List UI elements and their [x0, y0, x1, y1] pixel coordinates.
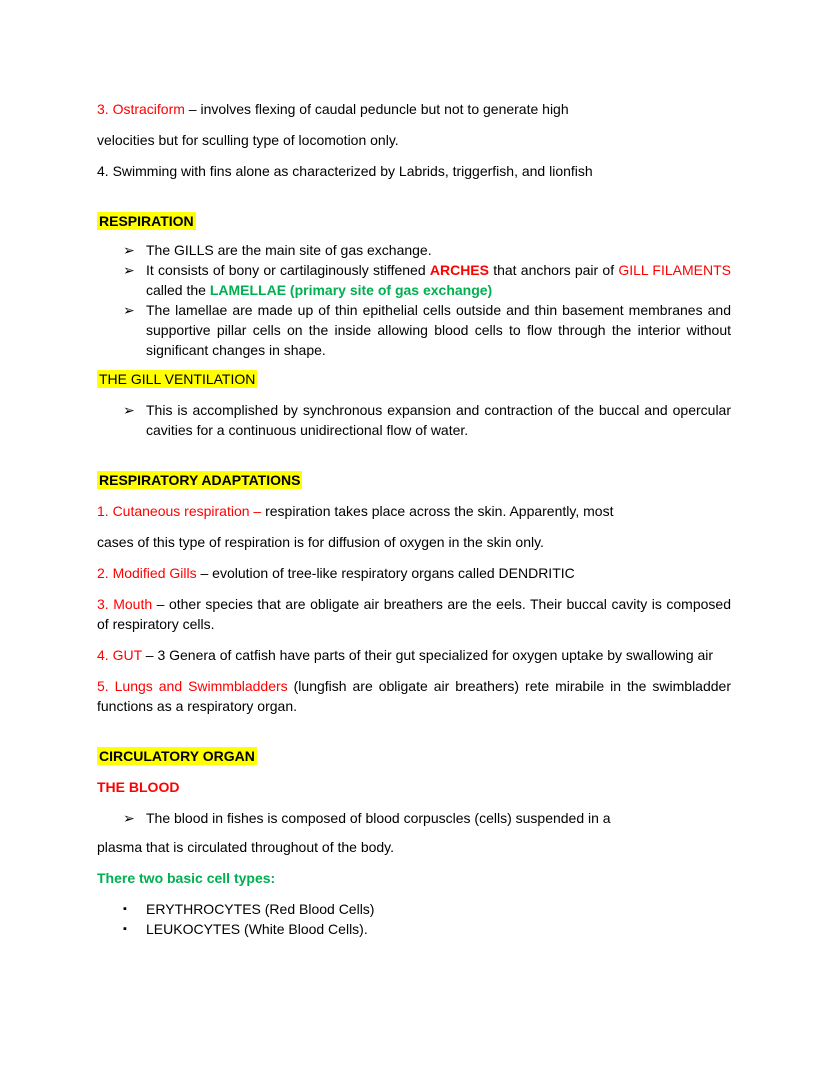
- bullet-item-arches: [97, 260, 731, 300]
- bullet-item-ventilation: [97, 400, 731, 440]
- bullet-item-erythrocytes: [97, 899, 731, 919]
- paragraph-text: – evolution of tree-like respiratory organs called DENDRITIC: [200, 565, 575, 581]
- paragraph-text: (lungfish are obligate air breathers) rete mirabile in the swimbladder functions as a respiratory organ.: [97, 678, 731, 714]
- arrow-bullet-icon: ➢: [123, 810, 135, 826]
- cell-types-bullet-list: [97, 899, 731, 939]
- bullet-item-blood-composition: [97, 808, 731, 828]
- paragraph-text: velocities but for sculling type of locomotion only.: [97, 132, 399, 148]
- text-segment: that anchors pair of: [488, 262, 619, 278]
- paragraph-text: 4. Swimming with fins alone as characterized by Labrids, triggerfish, and lionfish: [97, 163, 593, 179]
- square-bullet-icon: ▪: [123, 923, 127, 935]
- heading-gill-ventilation: [97, 369, 731, 389]
- paragraph-text: – involves flexing of caudal peduncle but not to generate high: [188, 101, 569, 117]
- paragraph-mouth: [97, 594, 731, 634]
- bullet-text: LEUKOCYTES (White Blood Cells).: [146, 921, 368, 937]
- paragraph-ostraciform: [97, 99, 731, 119]
- bullet-text: The lamellae are made up of thin epithelial cells outside and thin basement membranes and supportive pillar cells on the inside allowing blood cells to flow through the interior without significant changes in shape.: [146, 302, 731, 358]
- arrow-bullet-icon: ➢: [123, 302, 135, 318]
- term-modified-gills: 2. Modified Gills: [97, 565, 201, 581]
- term-arches: ARCHES: [429, 262, 489, 278]
- heading-cell-types: [97, 868, 731, 888]
- term-gut: 4. GUT: [97, 647, 146, 663]
- paragraph-swimming-with-fins: [97, 161, 731, 181]
- paragraph-modified-gills: [97, 563, 731, 583]
- bullet-item-lamellae-structure: [97, 300, 731, 360]
- bullet-text: The blood in fishes is composed of blood corpuscles (cells) suspended in a: [146, 810, 611, 826]
- paragraph-text: respiration takes place across the skin. Apparently, most: [265, 503, 614, 519]
- term-ostraciform: 3. Ostraciform: [97, 101, 189, 117]
- heading-text: There two basic cell types:: [97, 870, 276, 886]
- text-segment: It consists of bony or cartilaginously stiffened: [146, 262, 430, 278]
- term-cutaneous-respiration: 1. Cutaneous respiration –: [97, 503, 266, 519]
- paragraph-gut: [97, 645, 731, 665]
- term-gill-filaments: GILL FILAMENTS: [618, 262, 731, 278]
- bullet-text: ERYTHROCYTES (Red Blood Cells): [146, 901, 375, 917]
- paragraph-text: – other species that are obligate air breathers are the eels. Their buccal cavity is composed of respiratory cells.: [97, 596, 731, 632]
- gill-ventilation-bullet-list: [97, 400, 731, 440]
- term-mouth: 3. Mouth: [97, 596, 157, 612]
- bullet-text: This is accomplished by synchronous expansion and contraction of the buccal and opercular cavities for a continuous unidirectional flow of water.: [146, 402, 731, 438]
- arrow-bullet-icon: ➢: [123, 242, 135, 258]
- respiration-bullet-list: [97, 240, 731, 360]
- paragraph-lungs-swimmbladders: [97, 676, 731, 716]
- term-lungs-swimmbladders: 5. Lungs and Swimmbladders: [97, 678, 294, 694]
- paragraph-plasma: [97, 837, 731, 857]
- highlighted-heading-text: CIRCULATORY ORGAN: [99, 748, 255, 764]
- arrow-bullet-icon: ➢: [123, 262, 135, 278]
- heading-text: THE BLOOD: [97, 779, 180, 795]
- term-lamellae: LAMELLAE (primary site of gas exchange): [209, 282, 493, 298]
- highlighted-heading-text: THE GILL VENTILATION: [99, 371, 256, 387]
- paragraph-cutaneous-respiration: [97, 501, 731, 521]
- text-segment: called the: [146, 282, 210, 298]
- paragraph-text: – 3 Genera of catfish have parts of their gut specialized for oxygen uptake by swallowing air: [145, 647, 714, 663]
- arrow-bullet-icon: ➢: [123, 402, 135, 418]
- bullet-item-gills: [97, 240, 731, 260]
- paragraph-text: cases of this type of respiration is for diffusion of oxygen in the skin only.: [97, 534, 544, 550]
- highlighted-heading-text: RESPIRATION: [99, 213, 194, 229]
- bullet-item-leukocytes: [97, 919, 731, 939]
- heading-circulatory-organ: [97, 746, 731, 766]
- blood-bullet-list: [97, 808, 731, 828]
- bullet-text: [146, 262, 731, 298]
- heading-respiratory-adaptations: [97, 470, 731, 490]
- heading-the-blood: [97, 777, 731, 797]
- paragraph-text: plasma that is circulated throughout of the body.: [97, 839, 395, 855]
- bullet-text: The GILLS are the main site of gas exchange.: [146, 242, 432, 258]
- paragraph-ostraciform-continued: [97, 130, 731, 150]
- heading-respiration: [97, 211, 731, 231]
- highlighted-heading-text: RESPIRATORY ADAPTATIONS: [99, 472, 301, 488]
- paragraph-cutaneous-continued: [97, 532, 731, 552]
- square-bullet-icon: ▪: [123, 903, 127, 915]
